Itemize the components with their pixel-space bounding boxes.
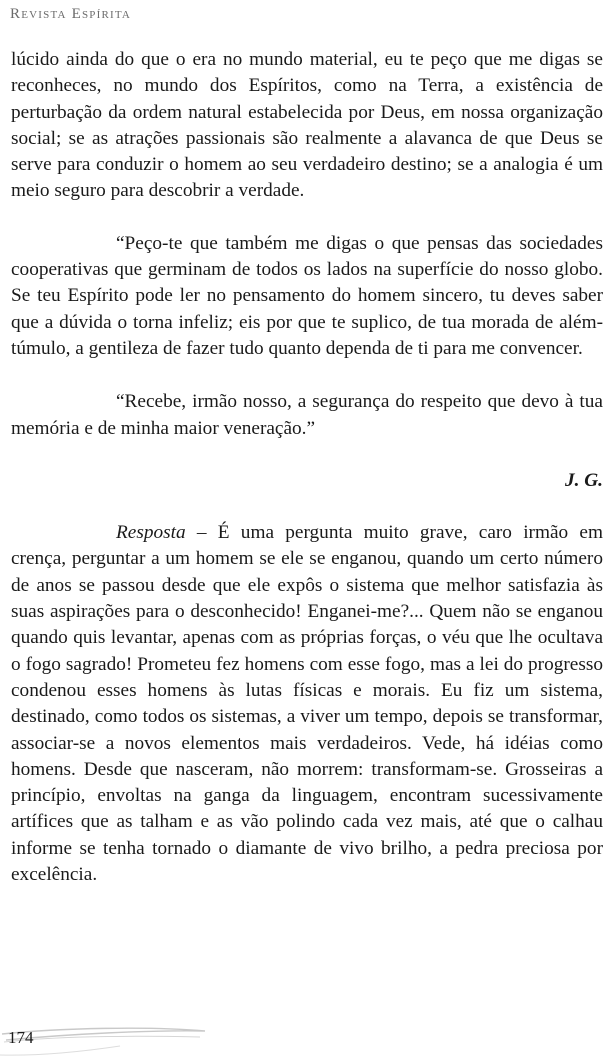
paragraph-2: “Peço-te que também me digas o que pensas das sociedades cooperativas que germinam de todos os lados na superfície do nosso globo. Se teu Espírito pode ler no pensamento do homem sincero, tu deves saber que a dúvida o torna infeliz; eis por que te suplico, de tua morada de além-túmulo, a gentileza de fazer tudo quanto dependa de ti para me convencer. [11,232,603,359]
resposta-text: – É uma pergunta muito grave, caro irmão em crença, perguntar a um homem se ele se enganou, quando um certo número de anos se passou desde que ele expôs o sistema que melhor satisfazia às suas aspirações para o desconhecido! Enganei-me?... Quem não se enganou quando quis levantar, apenas com as próprias forças, o véu que lhe ocultava o fogo sagrado! Prometeu fez homens com esse fogo, mas a lei do progresso condenou esses homens às lutas físicas e morais. Eu fiz um sistema, destinado, como todos os sistemas, a viver um tempo, depois se transformar, associar-se a novos elementos mais verdadeiros. Vede, há idéias como homens. Desde que nasceram, não morrem: transformam-se. Grosseiras a princípio, envoltas na ganga da linguagem, encontram sucessivamente artífices que as talham e as vão polindo cada vez mais, até que o calhau informe se tenha tornado o diamante de vivo brilho, a pedra preciosa por excelência. [11,522,603,886]
paragraph-3: “Recebe, irmão nosso, a segurança do respeito que devo à tua memória e de minha maior veneração.” [11,391,603,439]
page-number: 174 [8,1028,34,1047]
resposta-label: Resposta [116,522,186,544]
folio-ornament [0,1022,240,1061]
paragraph-4 [11,520,603,888]
page-footer [0,1022,611,1061]
running-head: Revista Espírita [10,6,132,22]
page-body [11,47,603,888]
signature: J. G. [564,469,603,491]
paragraph-1: lúcido ainda do que o era no mundo material, eu te peço que me digas se reconheces, no mundo dos Espíritos, como na Terra, a existência de perturbação da ordem natural estabelecida por Deus, em nossa organização social; se as atrações passionais são realmente a alavanca de que Deus se serve para conduzir o homem ao seu verdadeiro destino; se a analogia é um meio seguro para descobrir a verdade. [11,49,603,202]
